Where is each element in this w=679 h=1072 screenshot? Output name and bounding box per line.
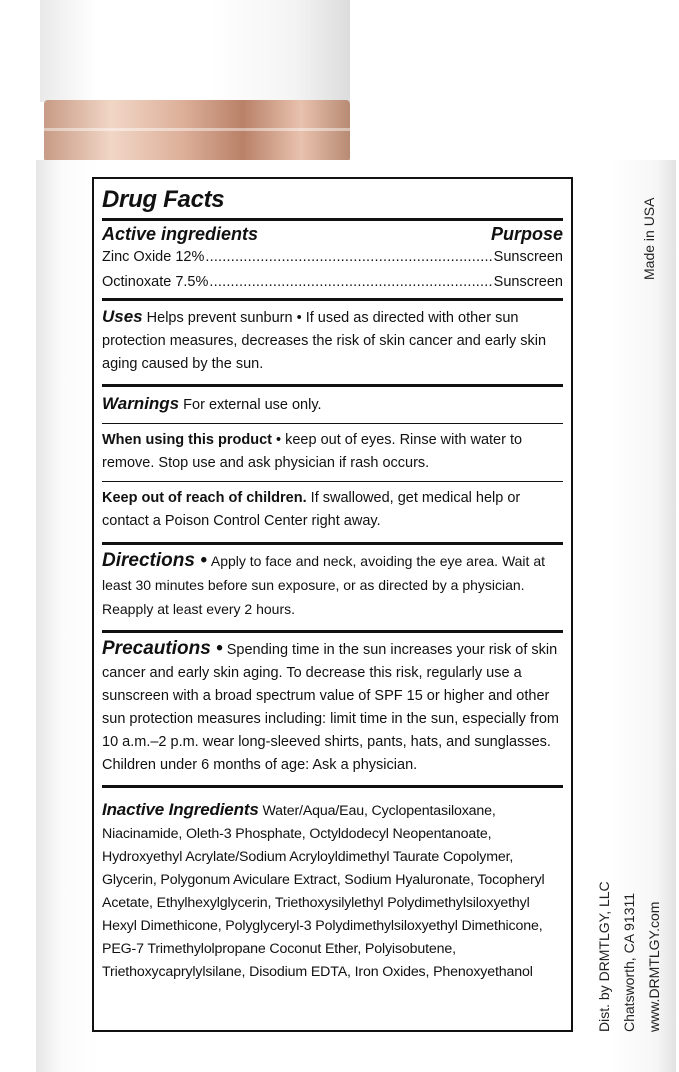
uses-text: Helps prevent sunburn • If used as directed with other sun protection measures, decreases the risk of skin cancer and early skin aging caused by the sun. [102, 310, 547, 372]
ingredient-name: Zinc Oxide 12% [102, 249, 205, 265]
warnings-text: For external use only. [183, 397, 322, 413]
precautions-section [102, 633, 563, 782]
inactive-section [102, 788, 563, 984]
keep-out-label: Keep out of reach of children. [102, 490, 307, 506]
when-using-section [102, 424, 563, 481]
drug-facts-panel [92, 177, 573, 1032]
active-ingredient-row [102, 245, 563, 270]
directions-section [102, 545, 563, 627]
uses-heading: Uses [102, 307, 143, 326]
made-in-label: Made in USA [641, 197, 657, 280]
inactive-text: Water/Aqua/Eau, Cyclopentasiloxane, Niacinamide, Oleth-3 Phosphate, Octyldodecyl Neopentanoate, Hydroxyethyl Acrylate/Sodium Acryloyldimethyl Taurate Copolymer, Glycerin, Polygonum Aviculare Extract, Sodium Hyaluronate, Tocopheryl Acetate, Ethylhexylglycerin, Triethoxysilylethyl Polydimethylsiloxyethyl Hexyl Dimethicone, Polyglyceryl-3 Polydimethylsiloxyethyl Dimethicone, PEG-7 Trimethylolpropane Coconut Ether, Polyisobutene, Triethoxycaprylylsilane, Disodium EDTA, Iron Oxides, Phenoxyethanol [102, 803, 545, 980]
inactive-heading: Inactive Ingredients [102, 800, 259, 819]
dot-leader [205, 245, 492, 270]
ingredient-purpose: Sunscreen [493, 249, 563, 265]
keep-out-section [102, 482, 563, 539]
rose-gold-ring [44, 100, 350, 162]
active-ingredient-row [102, 270, 563, 295]
when-using-text: • keep out of eyes. Rinse with water to remove. Stop use and ask physician if rash occurs. [102, 432, 523, 471]
dot-leader [209, 270, 492, 295]
ingredient-name: Octinoxate 7.5% [102, 274, 209, 290]
distributor-line: www.DRMTLGY.com [646, 901, 662, 1032]
distributor-line: Chatsworth, CA 91311 [621, 892, 637, 1032]
warnings-heading: Warnings [102, 394, 180, 413]
active-ingredients-heading: Active ingredients [102, 224, 259, 244]
warnings-section [102, 387, 563, 423]
precautions-text: Spending time in the sun increases your risk of skin cancer and early skin aging. To decrease this risk, regularly use a sunscreen with a broad spectrum value of SPF 15 or higher and other sun protection measures including: limit time in the sun, especially from 10 a.m.–2 p.m. wear long-sleeved shirts, pants, hats, and sunglasses. Children under 6 months of age: Ask a physician. [102, 642, 559, 773]
distributor-block [592, 881, 667, 1032]
uses-section [102, 301, 563, 381]
when-using-label: When using this product [102, 432, 272, 448]
distributor-line: Dist. by DRMTLGY, LLC [596, 881, 612, 1032]
directions-text: Apply to face and neck, avoiding the eye area. Wait at least 30 minutes before sun exposure, or as directed by a physician. Reapply at least every 2 hours. [102, 553, 546, 617]
directions-heading: Directions • [102, 550, 207, 571]
panel-title: Drug Facts [102, 186, 225, 213]
active-header-row [102, 221, 563, 245]
purpose-heading: Purpose [490, 224, 563, 244]
bottle-cap [40, 0, 350, 102]
precautions-heading: Precautions • [102, 638, 223, 659]
ingredient-purpose: Sunscreen [493, 274, 563, 290]
keep-out-text: If swallowed, get medical help or contact a Poison Control Center right away. [102, 490, 521, 529]
